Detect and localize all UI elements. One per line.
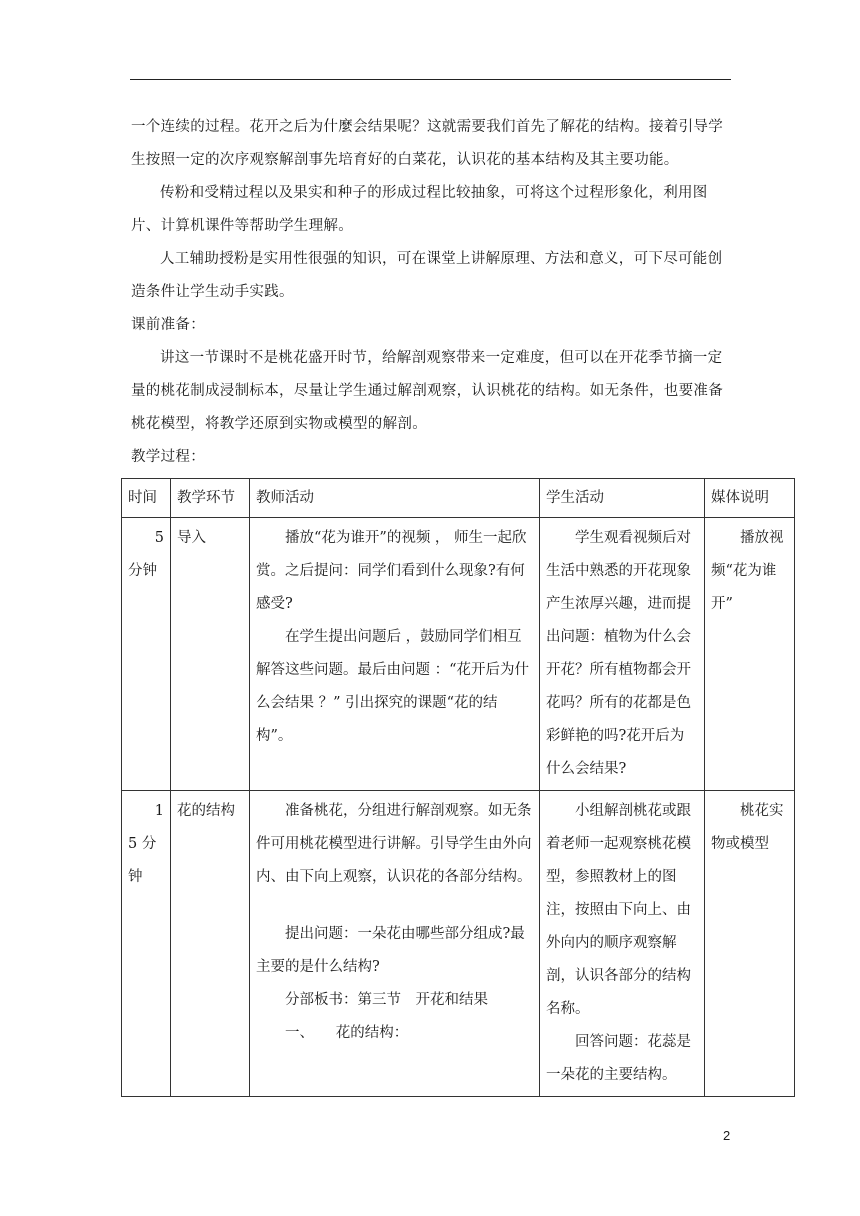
row2-time bbox=[122, 791, 171, 1097]
row2-time-a: 1 bbox=[154, 803, 164, 819]
process-heading: 教学过程： bbox=[131, 449, 205, 465]
row2-student-activity-1: 小组解剖桃花或跟着老师一起观察桃花模型，参照教材上的图注，按照由下向上、由外向内的顺序观察解剖，认识各部分的结构名称。 bbox=[546, 803, 691, 1017]
table-header-row bbox=[122, 479, 795, 518]
page-number: 2 bbox=[723, 1128, 731, 1143]
row1-media-note: 播放视频“花为谁开” bbox=[711, 530, 784, 612]
row1-student-activity: 学生观看视频后对生活中熟悉的开花现象产生浓厚兴趣，进而提出问题：植物为什么会开花？所有植物都会开花吗？所有的花都是色彩鲜艳的吗?花开后为什么会结果? bbox=[546, 530, 691, 777]
row1-teacher-activity-1: 播放“花为谁开”的视频 ， 师生一起欣赏。之后提问：同学们看到什么现象?有何感受? bbox=[256, 530, 527, 612]
row2-stage: 花的结构 bbox=[171, 791, 250, 1097]
row2-student-activity-2: 回答问题：花蕊是一朵花的主要结构。 bbox=[546, 1034, 691, 1083]
row1-media bbox=[705, 518, 795, 791]
row2-time-b: 5 分钟 bbox=[128, 836, 157, 885]
row1-student bbox=[540, 518, 705, 791]
header-student: 学生活动 bbox=[540, 479, 705, 518]
header-time: 时间 bbox=[122, 479, 171, 518]
paragraph-preparation: 讲这一节课时不是桃花盛开时节，给解剖观察带来一定难度，但可以在开花季节摘一定量的桃花制成浸制标本，尽量让学生通过解剖观察，认识桃花的结构。如无条件，也要准备桃花模型，将教学还原到实物或模型的解剖。 bbox=[131, 350, 723, 432]
row1-teacher bbox=[250, 518, 540, 791]
row2-media-note: 桃花实物或模型 bbox=[711, 803, 784, 852]
row2-teacher-activity-1: 准备桃花，分组进行解剖观察。如无条件可用桃花模型进行讲解。引导学生由外向内、由下向上观察，认识花的各部分结构。 bbox=[256, 803, 532, 885]
row2-teacher-activity-3: 分部板书：第三节 开花和结果 bbox=[285, 992, 488, 1008]
table-row bbox=[122, 518, 795, 791]
prep-heading: 课前准备： bbox=[131, 317, 205, 333]
paragraph-pollination: 传粉和受精过程以及果实和种子的形成过程比较抽象，可将这个过程形象化，利用图片、计算机课件等帮助学生理解。 bbox=[131, 185, 708, 234]
header-rule bbox=[130, 79, 731, 80]
row2-teacher-gap bbox=[256, 894, 533, 918]
table-row bbox=[122, 791, 795, 1097]
header-media: 媒体说明 bbox=[705, 479, 795, 518]
row2-teacher-activity-4: 一、 花的结构： bbox=[285, 1025, 409, 1041]
row2-teacher bbox=[250, 791, 540, 1097]
paragraph-intro: 一个连续的过程。花开之后为什麼会结果呢？这就需要我们首先了解花的结构。接着引导学生按照一定的次序观察解剖事先培育好的白菜花，认识花的基本结构及其主要功能。 bbox=[131, 119, 723, 168]
row2-media bbox=[705, 791, 795, 1097]
paragraph-artificial-pollination: 人工辅助授粉是实用性很强的知识，可在课堂上讲解原理、方法和意义，可下尽可能创造条件让学生动手实践。 bbox=[131, 251, 723, 300]
header-stage: 教学环节 bbox=[171, 479, 250, 518]
header-teacher: 教师活动 bbox=[250, 479, 540, 518]
row1-time-b: 分钟 bbox=[128, 563, 157, 579]
row1-time bbox=[122, 518, 171, 791]
row1-time-a: 5 bbox=[154, 530, 164, 546]
row2-student bbox=[540, 791, 705, 1097]
row1-stage: 导入 bbox=[171, 518, 250, 791]
row1-teacher-activity-2: 在学生提出问题后 ，鼓励同学们相互解答这些问题。最后由问题 ：“花开后为什么会结果 ？” 引出探究的课题“花的结构”。 bbox=[256, 629, 530, 744]
lesson-table bbox=[121, 478, 795, 1097]
row2-teacher-activity-2: 提出问题：一朵花由哪些部分组成?最主要的是什么结构? bbox=[256, 926, 525, 975]
